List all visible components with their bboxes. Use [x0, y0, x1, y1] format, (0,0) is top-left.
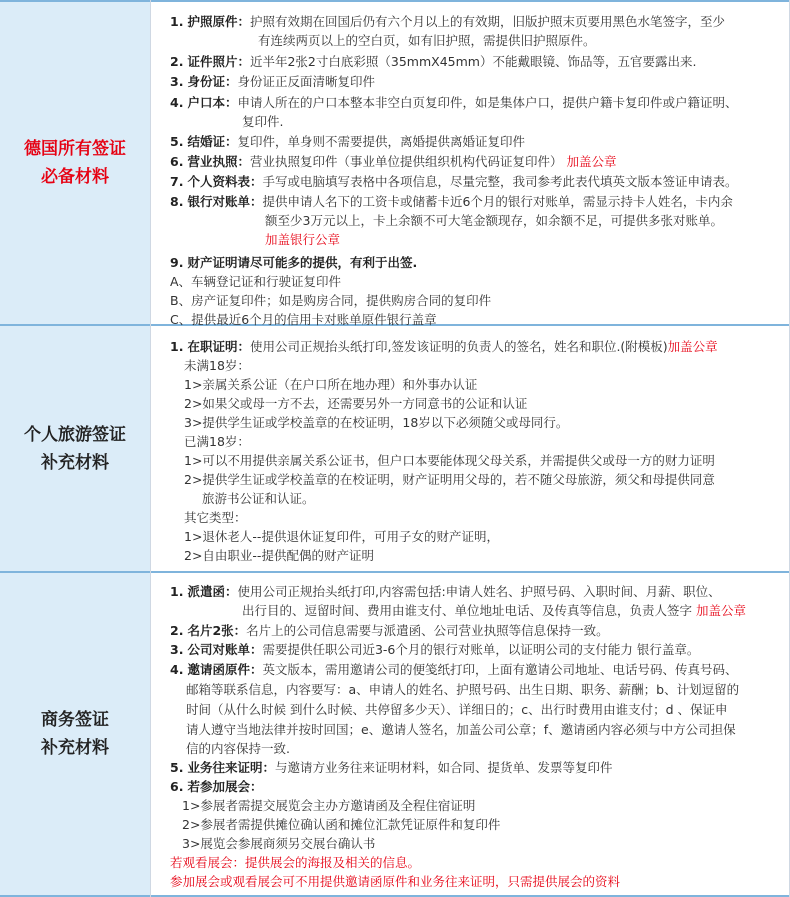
- section-label-line: 商务签证: [41, 710, 109, 730]
- list-subitem: [170, 292, 491, 310]
- item-title: 派遣函: [187, 584, 225, 599]
- item-text: 与邀请方业务往来证明材料，如合同、提货单、发票等复印件: [274, 760, 613, 775]
- item-text: 2>自由职业--提供配偶的财产证明: [184, 548, 374, 563]
- item-separator: ：: [249, 174, 263, 189]
- item-text: 2>参展者需提供摊位确认函和摊位汇款凭证原件和复印件: [182, 817, 501, 832]
- item-title: 营业执照: [187, 154, 238, 169]
- stamp-note: 加盖公章: [562, 154, 617, 169]
- list-subitem: [184, 357, 250, 375]
- section-label-line: 德国所有签证: [24, 139, 126, 159]
- item-text: 名片上的公司信息需要与派遣函、公司营业执照等信息保持一致。: [246, 623, 609, 638]
- item-text: 英文版本，需用邀请公司的便笺纸打印，上面有邀请公司地址、电话号码、传真号码、: [262, 662, 738, 677]
- stamp-note: 若观看展会：提供展会的海报及相关的信息。: [170, 855, 421, 870]
- item-text: 1>参展者需提交展览会主办方邀请函及全程住宿证明: [182, 798, 476, 813]
- item-title: 名片2张: [187, 623, 234, 638]
- item-title: 护照原件: [187, 14, 238, 29]
- item-number: 1.: [170, 584, 184, 599]
- section-business-visa: [0, 573, 790, 895]
- list-item-continuation: [258, 32, 596, 50]
- item-text: B、房产证复印件；如是购房合同，提供购房合同的复印件: [170, 293, 492, 308]
- item-title: 财产证明请尽可能多的提供，有利于出签.: [187, 255, 418, 270]
- item-text: 有连续两页以上的空白页，如有旧护照，需提供旧护照原件。: [258, 33, 596, 48]
- item-separator: ：: [224, 95, 238, 110]
- stamp-note: 加盖公章: [667, 339, 718, 354]
- item-separator: ：: [224, 74, 238, 89]
- item-text: 复印件，单身则不需要提供，离婚提供离婚证复印件: [237, 134, 525, 149]
- item-number: 3.: [170, 74, 184, 89]
- item-number: 5.: [170, 134, 184, 149]
- section-label: [0, 573, 150, 895]
- list-item: [170, 173, 737, 191]
- item-text: 使用公司正规抬头纸打印,签发该证明的负责人的签名，姓名和职位.(附模板): [249, 339, 668, 354]
- list-subitem: [184, 376, 477, 394]
- section-label: [0, 326, 150, 571]
- item-separator: ：: [233, 623, 247, 638]
- list-item-continuation: [186, 681, 739, 699]
- list-item-continuation: [242, 602, 746, 620]
- item-text: 近半年2张2寸白底彩照（35mmX45mm）不能戴眼镜、饰品等，五官要露出来.: [249, 54, 697, 69]
- item-title: 业务往来证明: [187, 760, 263, 775]
- item-separator: ：: [262, 760, 275, 775]
- item-text: 其它类型：: [184, 510, 247, 525]
- list-subitem: [170, 273, 341, 291]
- item-text: 旅游书公证和认证。: [202, 491, 315, 506]
- list-subitem: [184, 452, 715, 470]
- item-number: 2.: [170, 54, 184, 69]
- item-text: 复印件.: [242, 114, 284, 129]
- item-text: 1>退休老人--提供退休证复印件，可用子女的财产证明，: [184, 529, 499, 544]
- item-title: 身份证: [187, 74, 225, 89]
- item-separator: ：: [249, 642, 263, 657]
- item-separator: ：: [237, 54, 250, 69]
- item-separator: ：: [249, 662, 263, 677]
- list-item: [170, 13, 725, 31]
- section-label: [0, 2, 150, 324]
- item-text: 护照有效期在回国后仍有六个月以上的有效期，旧版护照末页要用黑色水笔签字，至少: [249, 14, 725, 29]
- section-label-line: 个人旅游签证: [24, 424, 126, 445]
- item-number: 6.: [170, 154, 184, 169]
- item-text: 未满18岁：: [184, 358, 250, 373]
- item-separator: ：: [224, 584, 238, 599]
- item-number: 8.: [170, 194, 184, 209]
- section-label-line: 补充材料: [41, 452, 109, 473]
- stamp-note: 参加展会或观看展会可不用提供邀请函原件和业务往来证明，只需提供展会的资料: [170, 874, 621, 889]
- item-separator: ：: [237, 14, 250, 29]
- list-item: [170, 133, 525, 151]
- stamp-note: 加盖公章: [692, 603, 746, 618]
- item-text: 手写或电脑填写表格中各项信息，尽量完整，我司参考此表代填英文版本签证申请表。: [262, 174, 738, 189]
- red-note: [170, 873, 620, 891]
- item-separator: ：: [237, 339, 250, 354]
- list-item: [170, 94, 737, 112]
- list-item: [170, 153, 616, 171]
- list-subitem: [184, 509, 247, 527]
- item-text: 2>如果父或母一方不去，还需要另外一方同意书的公证和认证: [184, 396, 528, 411]
- item-text: 2>提供学生证或学校盖章的在校证明，财产证明用父母的，若不随父母旅游，须父和母提供同意: [184, 472, 715, 487]
- list-item: [170, 661, 737, 679]
- item-number: 7.: [170, 174, 184, 189]
- list-item-continuation: [265, 212, 723, 230]
- list-item: [170, 73, 375, 91]
- item-number: 3.: [170, 642, 184, 657]
- item-separator: ：: [249, 779, 263, 794]
- item-number: 4.: [170, 95, 184, 110]
- list-item: [170, 338, 718, 356]
- list-subitem: [184, 471, 715, 489]
- item-number: 1.: [170, 14, 184, 29]
- list-item: [170, 641, 699, 659]
- item-title: 若参加展会: [187, 779, 250, 794]
- list-subitem: [184, 528, 499, 546]
- item-separator: ：: [224, 134, 238, 149]
- list-subitem: [182, 835, 375, 853]
- list-item-continuation: [186, 740, 290, 758]
- list-item: [170, 193, 733, 211]
- list-subitem: [184, 433, 250, 451]
- item-number: 9.: [170, 255, 184, 270]
- item-text: 已满18岁：: [184, 434, 250, 449]
- list-subitem: [184, 547, 374, 565]
- section-label-line: 必备材料: [41, 167, 109, 187]
- item-title: 证件照片: [187, 54, 238, 69]
- item-text: 使用公司正规抬头纸打印,内容需包括:申请人姓名、护照号码、入职时间、月薪、职位、: [237, 584, 721, 599]
- list-item-continuation: [186, 701, 728, 719]
- item-number: 2.: [170, 623, 184, 638]
- item-text: 营业执照复印件（事业单位提供组织机构代码证复印件）: [249, 154, 563, 169]
- item-title: 在职证明: [187, 339, 238, 354]
- item-text: 出行目的、逗留时间、费用由谁支付、单位地址电话、及传真等信息，负责人签字: [242, 603, 693, 618]
- list-item-continuation: [202, 490, 315, 508]
- item-text: 1>亲属关系公证（在户口所在地办理）和外事办认证: [184, 377, 478, 392]
- item-text: 1>可以不用提供亲属关系公证书，但户口本要能体现父母关系，并需提供父或母一方的财力证明: [184, 453, 715, 468]
- item-text: 3>提供学生证或学校盖章的在校证明，18岁以下必须随父或母同行。: [184, 415, 569, 430]
- item-title: 邀请函原件: [187, 662, 250, 677]
- item-title: 个人资料表: [187, 174, 250, 189]
- item-text: 申请人所在的户口本整本非空白页复印件，如是集体户口，提供户籍卡复印件或户籍证明、: [237, 95, 738, 110]
- list-item-continuation: [242, 113, 283, 131]
- item-text: 提供申请人名下的工资卡或储蓄卡近6个月的银行对账单，需显示持卡人姓名，卡内余: [262, 194, 733, 209]
- item-text: 需要提供任职公司近3-6个月的银行对账单，以证明公司的支付能力 银行盖章。: [262, 642, 700, 657]
- item-text: 邮箱等联系信息，内容要写：a、申请人的姓名、护照号码、出生日期、职务、薪酬；b、计划逗留的: [186, 682, 740, 697]
- item-title: 户口本: [187, 95, 225, 110]
- list-item: [170, 778, 262, 796]
- list-item-continuation: [265, 231, 340, 249]
- item-number: 4.: [170, 662, 184, 677]
- list-item: [170, 254, 417, 272]
- list-item: [170, 583, 721, 601]
- section-required-materials: [0, 2, 790, 327]
- item-text: 身份证正反面清晰复印件: [237, 74, 375, 89]
- item-text: 信的内容保持一致.: [186, 741, 290, 756]
- list-subitem: [184, 414, 568, 432]
- item-title: 公司对账单: [187, 642, 250, 657]
- item-separator: ：: [237, 154, 250, 169]
- item-title: 银行对账单: [187, 194, 250, 209]
- item-text: 3>展览会参展商须另交展台确认书: [182, 836, 376, 851]
- item-text: 请人遵守当地法律并按时回国；e、邀请人签名，加盖公司公章；f、邀请函内容必须与中方公司担保: [186, 722, 736, 737]
- item-title: 结婚证: [187, 134, 225, 149]
- list-subitem: [182, 816, 500, 834]
- item-text: 时间（从什么时候 到什么时候、共停留多少天）、详细日的；c、出行时费用由谁支付；d 、保证申: [186, 702, 728, 717]
- item-text: C、提供最近6个月的信用卡对账单原件银行盖章: [170, 312, 437, 327]
- list-item: [170, 759, 612, 777]
- item-separator: ：: [249, 194, 263, 209]
- list-subitem: [184, 395, 527, 413]
- section-label-line: 补充材料: [41, 738, 109, 758]
- stamp-note: 加盖银行公章: [265, 232, 341, 247]
- section-tourist-visa: [0, 326, 790, 571]
- list-item: [170, 622, 609, 640]
- list-item-continuation: [186, 721, 736, 739]
- list-item: [170, 53, 696, 71]
- item-number: 5.: [170, 760, 184, 775]
- item-number: 6.: [170, 779, 184, 794]
- list-subitem: [182, 797, 475, 815]
- item-text: A、车辆登记证和行驶证复印件: [170, 274, 342, 289]
- item-text: 额至少3万元以上，卡上余额不可大笔金额现存，如余额不足，可提供多张对账单。: [265, 213, 723, 228]
- item-number: 1.: [170, 339, 184, 354]
- red-note: [170, 854, 420, 872]
